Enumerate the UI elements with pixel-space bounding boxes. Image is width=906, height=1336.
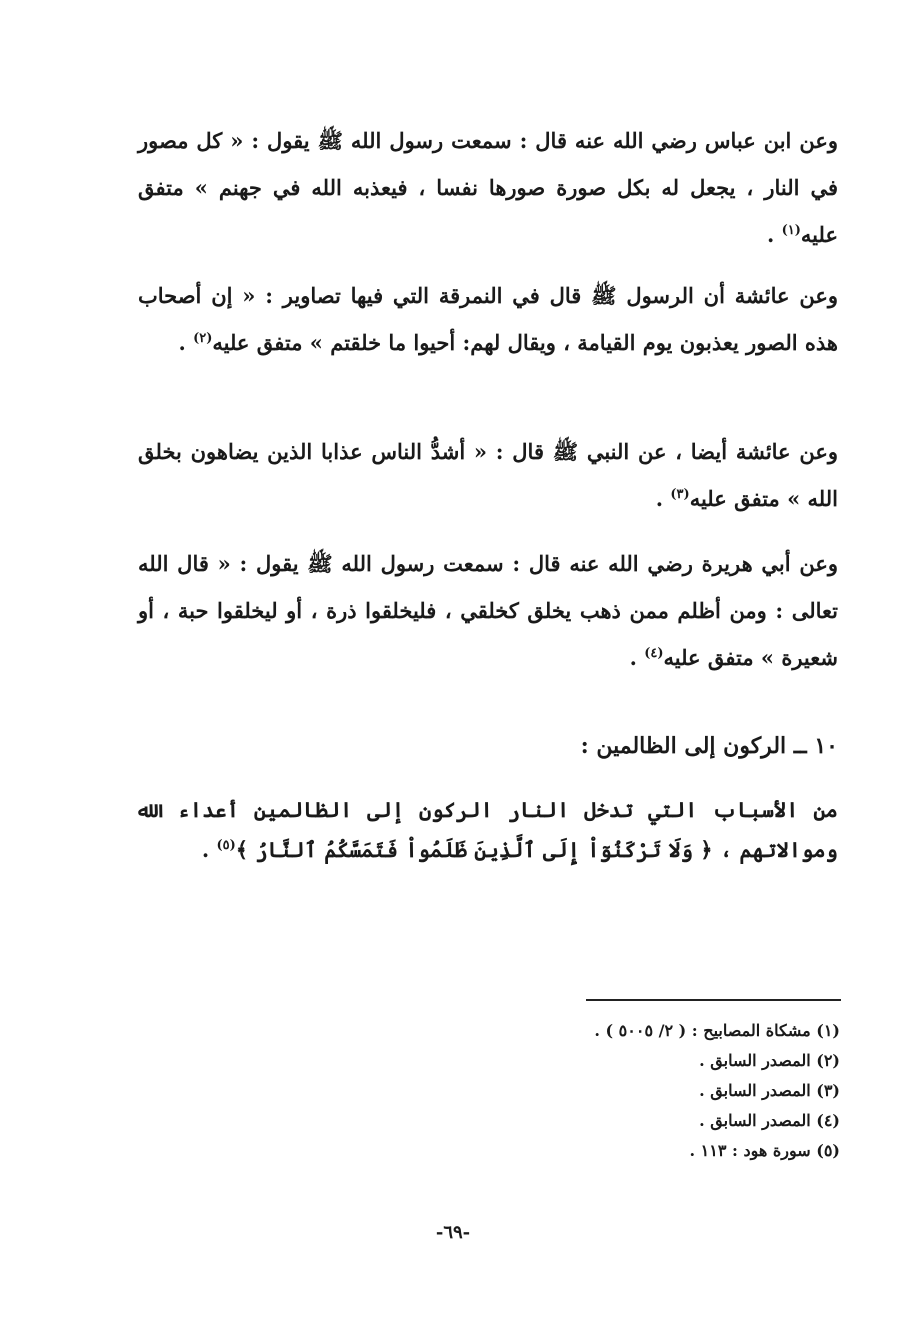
- footnote-3: (٣) المصدر السابق .: [699, 1081, 840, 1100]
- paragraph-end: .: [767, 222, 782, 247]
- paragraph-end: .: [629, 645, 645, 670]
- footnote-ref[interactable]: (٢): [193, 331, 213, 346]
- footnote-ref[interactable]: (١): [781, 223, 801, 238]
- paragraph-end: .: [178, 330, 194, 355]
- footnote-5: (٥) سورة هود : ١١٣ .: [689, 1141, 840, 1160]
- footnote-2: (٢) المصدر السابق .: [699, 1051, 840, 1070]
- paragraph-end: .: [201, 837, 217, 862]
- paragraph-end: .: [655, 486, 671, 511]
- footnote-4: (٤) المصدر السابق .: [699, 1111, 840, 1130]
- paragraph-text: وعن ابن عباس رضي الله عنه قال : سمعت رسول الله ﷺ يقول : « كل مصور في النار ، يجعل له بكل صورة صورها نفسا ، فيعذبه الله في جهنم » متفق عليه: [138, 128, 838, 247]
- paragraph-text: وعن أبي هريرة رضي الله عنه قال : سمعت رسول الله ﷺ يقول : « قال الله تعالى : ومن أظلم ممن ذهب يخلق كخلقي ، فليخلقوا ذرة ، أو ليخلقوا حبة ، أو شعيرة » متفق عليه: [138, 551, 838, 670]
- page-number: -٦٩-: [435, 1222, 471, 1243]
- footnote-1: (١) مشكاة المصابيح : ( ٢/ ٥٠٠٥ ) .: [594, 1021, 840, 1040]
- section-paragraph: [138, 790, 838, 870]
- section-text: من الأسباب التي تدخل النار الركون إلى الظالمين أعداء الله وموالاتهم ،: [138, 797, 838, 862]
- hadith-paragraph-1: [138, 117, 838, 258]
- section-heading: ١٠ ــ الركون إلى الظالمين :: [580, 733, 838, 759]
- paragraph-text: وعن عائشة أن الرسول ﷺ قال في النمرقة التي فيها تصاوير : « إن أصحاب هذه الصور يعذبون يوم القيامة ، ويقال لهم: أحيوا ما خلقتم » متفق عليه: [138, 283, 838, 355]
- hadith-paragraph-4: [138, 540, 838, 681]
- footnotes: [480, 1016, 840, 1166]
- footnote-divider: [586, 999, 841, 1001]
- footnote-ref[interactable]: (٣): [670, 487, 690, 502]
- hadith-paragraph-3: [138, 428, 838, 522]
- footnote-ref[interactable]: (٤): [644, 646, 664, 661]
- quran-verse: ﴿ وَلَا تَرْكَنُوٓاْ إِلَى ٱلَّذِينَ ظَلَمُواْ فَتَمَسَّكُمُ ٱلنَّارُ ﴾: [235, 837, 713, 862]
- footnote-ref[interactable]: (٥): [216, 838, 236, 853]
- paragraph-text: وعن عائشة أيضا ، عن النبي ﷺ قال : « أشدُّ الناس عذابا الذين يضاهون بخلق الله » متفق عليه: [138, 439, 838, 511]
- hadith-paragraph-2: [138, 272, 838, 366]
